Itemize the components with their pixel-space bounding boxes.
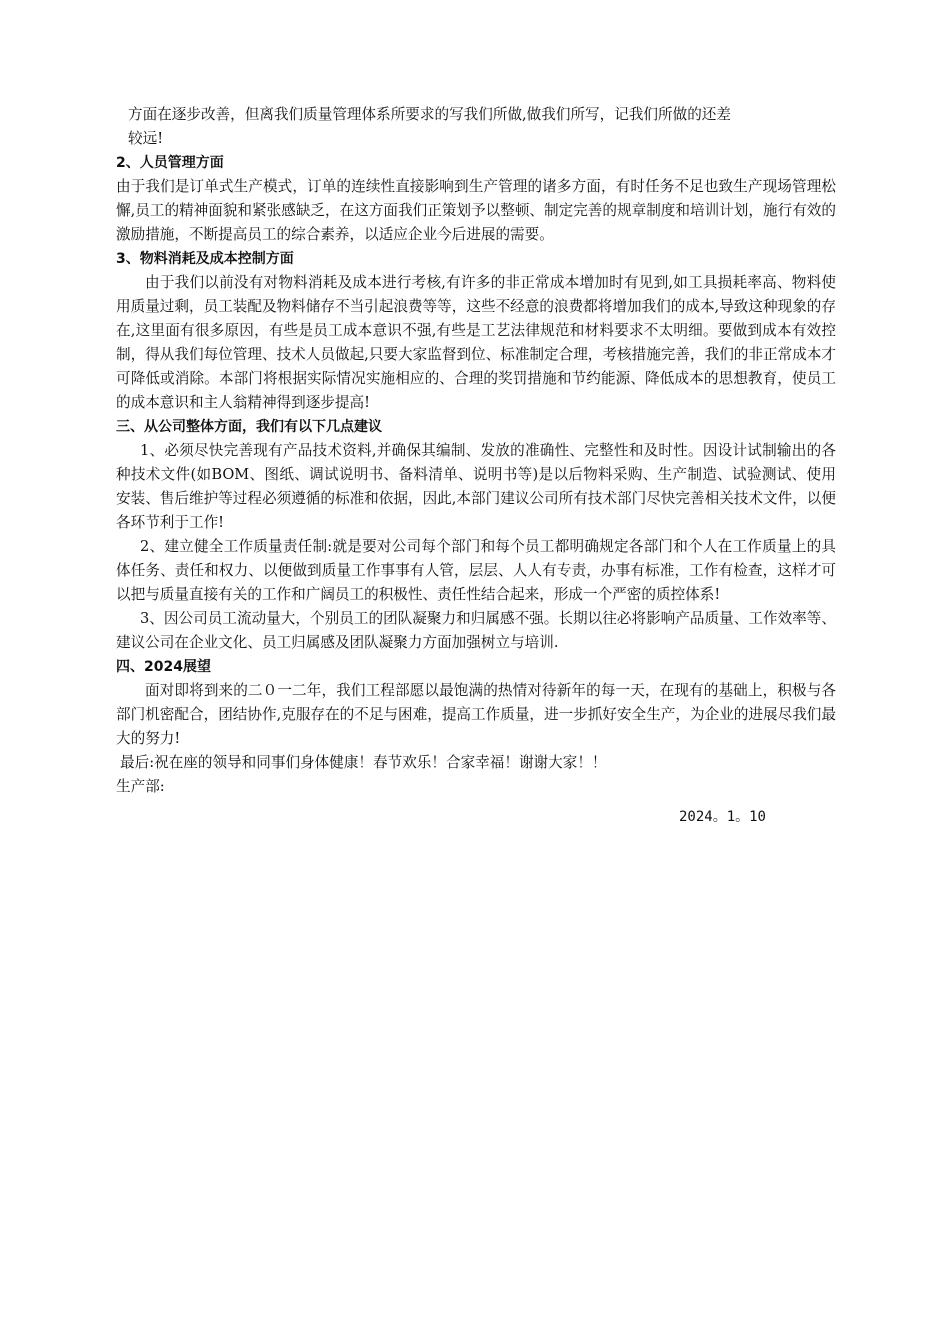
- section-3-body: 由于我们以前没有对物料消耗及成本进行考核,有许多的非正常成本增加时有见到,如工具损耗率高、物料使用质量过剩，员工装配及物料储存不当引起浪费等等，这些不经意的浪费都将增加我们的成本,导致这种现象的存在,这里面有很多原因，有些是员工成本意识不强,有些是工艺法律规范和材料要求不太明细。要做到成本有效控制，得从我们每位管理、技术人员做起,只要大家监督到位、标准制定合理，考核措施完善，我们的非正常成本才可降低或消除。本部门将根据实际情况实施相应的、合理的奖罚措施和节约能源、降低成本的思想教育，使员工的成本意识和主人翁精神得到逐步提高!: [116, 274, 836, 411]
- document-date: 2024。1。10: [678, 809, 766, 825]
- intro-line-1: 方面在逐步改善，但离我们质量管理体系所要求的写我们所做,做我们所写，记我们所做的还差: [128, 106, 731, 123]
- suggestion-item-3: 3、因公司员工流动量大，个别员工的团队凝聚力和归属感不强。长期以往必将影响产品质量、工作效率等、建议公司在企业文化、员工归属感及团队凝聚力方面加强树立与培训.: [116, 610, 836, 651]
- section-three-heading: 三、从公司整体方面，我们有以下几点建议: [116, 419, 382, 435]
- closing-remarks: 最后:祝在座的领导和同事们身体健康！春节欢乐！合家幸福！谢谢大家！！: [120, 754, 607, 771]
- section-2-body: 由于我们是订单式生产模式，订单的连续性直接影响到生产管理的诸多方面，有时任务不足也致生产现场管理松懈,员工的精神面貌和紧张感缺乏，在这方面我们正策划予以整顿、制定完善的规章制度和培训计划，施行有效的激励措施，不断提高员工的综合素养，以适应企业今后进展的需要。: [116, 178, 836, 243]
- section-four-heading: 四、2024展望: [116, 659, 211, 675]
- section-four-body: 面对即将到来的二０一二年，我们工程部愿以最饱满的热情对待新年的每一天，在现有的基础上，积极与各部门机密配合，团结协作,克服存在的不足与困难，提高工作质量，进一步抓好安全生产，为企业的进展尽我们最大的努力!: [116, 682, 836, 747]
- section-2-heading: 2、人员管理方面: [116, 155, 224, 171]
- section-3-heading: 3、物料消耗及成本控制方面: [116, 251, 294, 267]
- suggestion-item-2: 2、建立健全工作质量责任制:就是要对公司每个部门和每个员工都明确规定各部门和个人在工作质量上的具体任务、责任和权力、以便做到质量工作事事有人管，层层、人人有专责，办事有标准，工作有检查，这样才可以把与质量直接有关的工作和广阔员工的积极性、责任性结合起来，形成一个严密的质控体系!: [116, 538, 836, 603]
- intro-line-2: 较远!: [128, 130, 164, 147]
- signature-department: 生产部:: [116, 778, 165, 795]
- suggestion-item-1: 1、必须尽快完善现有产品技术资料,并确保其编制、发放的准确性、完整性和及时性。因设计试制输出的各种技术文件(如BOM、图纸、调试说明书、备料清单、说明书等)是以后物料采购、生产制造、试验测试、使用安装、售后维护等过程必须遵循的标准和依据，因此,本部门建议公司所有技术部门尽快完善相关技术文件，以便各环节利于工作!: [116, 442, 836, 531]
- document-page: [116, 103, 836, 829]
